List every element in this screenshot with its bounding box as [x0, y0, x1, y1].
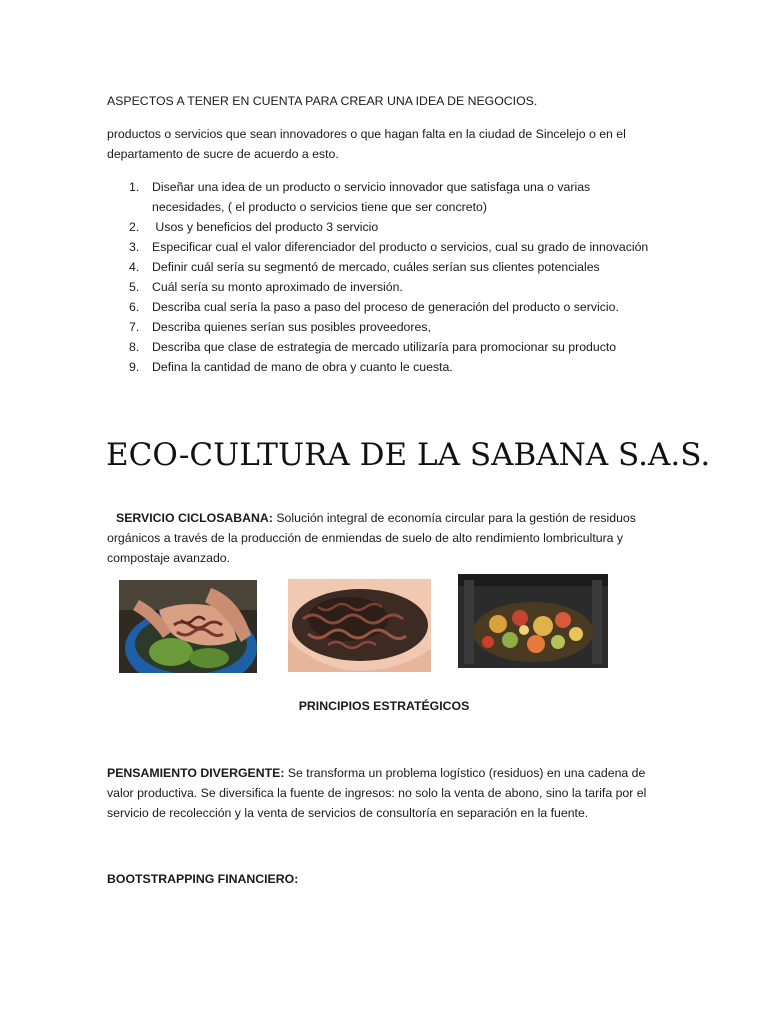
service-text: compostaje avanzado.: [107, 551, 231, 565]
list-item: [107, 177, 648, 217]
pensamiento-text: valor productiva. Se diversifica la fuente de ingresos: no solo la venta de abono, sino la tarifa por el: [107, 786, 647, 800]
compost-bin-photo: [458, 574, 608, 668]
requirements-list: [107, 177, 648, 377]
intro-paragraph-line: productos o servicios que sean innovadores o que hagan falta en la ciudad de Sincelejo o en el: [107, 127, 626, 141]
principios-heading: PRINCIPIOS ESTRATÉGICOS: [298, 699, 470, 713]
list-item-text: necesidades, ( el producto o servicios tiene que ser concreto): [152, 200, 487, 214]
list-item-number: 4.: [129, 260, 140, 274]
list-item: [107, 217, 648, 237]
list-item: [107, 277, 648, 297]
company-title: ECO-CULTURA DE LA SABANA S.A.S.: [106, 437, 711, 473]
list-item-number: 1.: [129, 180, 140, 194]
service-text: orgánicos a través de la producción de enmiendas de suelo de alto rendimiento lombricultura y: [107, 531, 624, 545]
intro-paragraph-line: departamento de sucre de acuerdo a esto.: [107, 147, 339, 161]
list-item: [107, 317, 648, 337]
pensamiento-label: PENSAMIENTO DIVERGENTE:: [107, 766, 285, 780]
list-item-text: Describa quienes serían sus posibles proveedores,: [152, 320, 431, 334]
list-item-number: 2.: [129, 220, 140, 234]
list-item-number: 7.: [129, 320, 140, 334]
list-item-text: Defina la cantidad de mano de obra y cuanto le cuesta.: [152, 360, 453, 374]
list-item-number: 5.: [129, 280, 140, 294]
service-paragraph: [107, 508, 636, 568]
list-item-number: 3.: [129, 240, 140, 254]
pensamiento-text: servicio de recolección y la venta de servicios de consultoría en separación en la fuente.: [107, 806, 589, 820]
worms-soil-photo: [288, 579, 431, 672]
list-item-number: 9.: [129, 360, 140, 374]
worms-bucket-photo: [119, 580, 257, 673]
list-item-text: Especificar cual el valor diferenciador del producto o servicios, cual su grado de innovación: [152, 240, 649, 254]
list-item: [107, 257, 648, 277]
bootstrapping-heading: BOOTSTRAPPING FINANCIERO:: [107, 872, 299, 886]
pensamiento-paragraph: [107, 763, 646, 823]
list-item-text: Diseñar una idea de un producto o servicio innovador que satisfaga una o varias: [152, 180, 591, 194]
list-item: [107, 237, 648, 257]
list-item-text: Definir cuál sería su segmentó de mercado, cuáles serían sus clientes potenciales: [152, 260, 600, 274]
list-item-text: Usos y beneficios del producto 3 servicio: [152, 220, 379, 234]
intro-title: ASPECTOS A TENER EN CUENTA PARA CREAR UNA IDEA DE NEGOCIOS.: [107, 94, 538, 108]
service-label: SERVICIO CICLOSABANA:: [116, 511, 273, 525]
service-text: Solución integral de economía circular para la gestión de residuos: [272, 511, 636, 525]
list-item: [107, 357, 648, 377]
list-item-number: 6.: [129, 300, 140, 314]
list-item: [107, 337, 648, 357]
intro-paragraph: [107, 124, 626, 164]
list-item-text: Describa que clase de estrategia de mercado utilizaría para promocionar su producto: [152, 340, 617, 354]
list-item: [107, 297, 648, 317]
pensamiento-text: Se transforma un problema logístico (residuos) en una cadena de: [284, 766, 646, 780]
list-item-text: Describa cual sería la paso a paso del proceso de generación del producto o servicio.: [152, 300, 619, 314]
list-item-number: 8.: [129, 340, 140, 354]
list-item-text: Cuál sería su monto aproximado de inversión.: [152, 280, 403, 294]
